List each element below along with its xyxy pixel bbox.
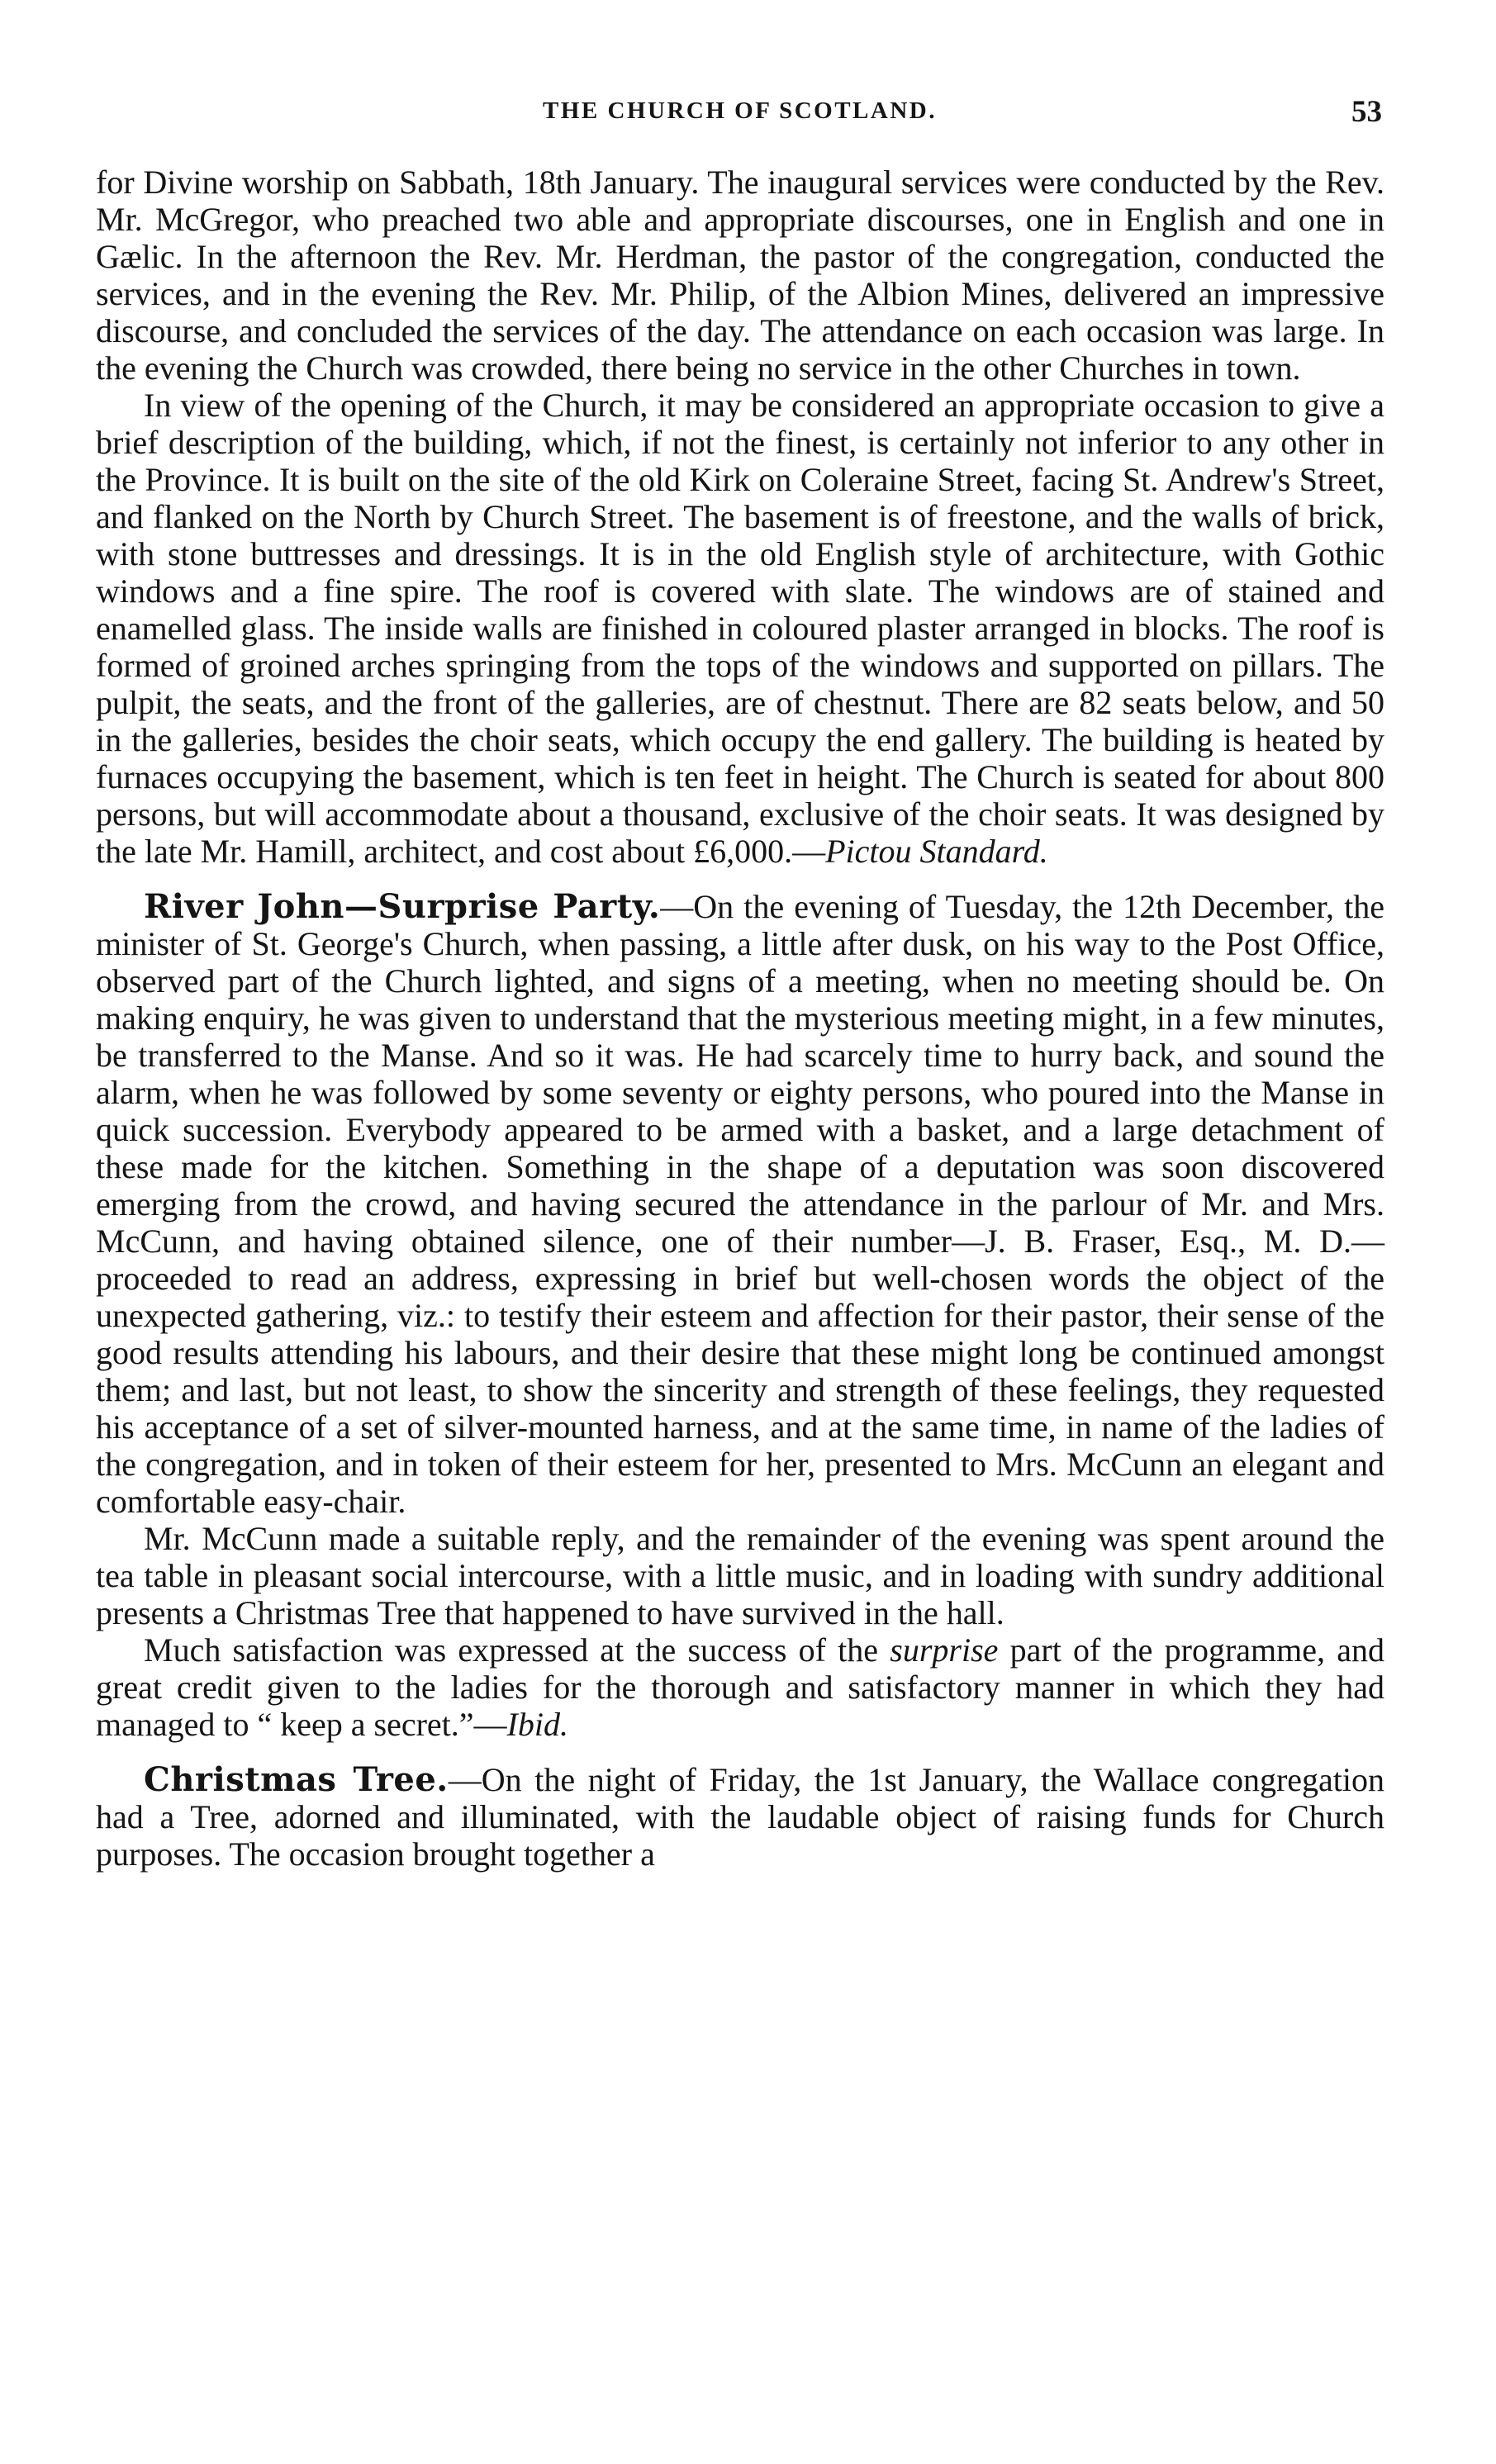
section-heading: River John—Surprise Party. (144, 887, 661, 926)
paragraph-text: —On the evening of Tuesday, the 12th December, the minister of St. George's Church, when passing, a little after dusk, on his way to the Post Office, observed part of the Church lighted, and signs of a meeting, when no meeting should be. On making enquiry, he was given to understand that the mysterious meeting might, in a few minutes, be transferred to the Manse. And so it was. He had scarcely time to hurry back, and sound the alarm, when he was followed by some seventy or eighty persons, who poured into the Manse in quick succession. Everybody appeared to be armed with a basket, and a large detachment of these made for the kitchen. Something in the shape of a deputation was soon discovered emerging from the crowd, and having secured the attendance in the parlour of Mr. and Mrs. McCunn, and having obtained silence, one of their number—J. B. Fraser, Esq., M. D.—proceeded to read an address, expressing in brief but well-chosen words the object of the unexpected gathering, viz.: to testify their esteem and affection for their pastor, their sense of the good results attending his labours, and their desire that these might long be continued amongst them; and last, but not least, to show the sincerity and strength of these feelings, they requested his acceptance of a set of silver-mounted harness, and at the same time, in name of the ladies of the congregation, and in token of their esteem for her, presented to Mrs. McCunn an elegant and comfortable easy-chair. (96, 888, 1385, 1520)
page-number: 53 (1351, 95, 1382, 129)
running-title: THE CHURCH OF SCOTLAND. (543, 97, 937, 124)
section-heading: Christmas Tree. (144, 1760, 449, 1799)
paragraph-building-description (96, 387, 1384, 870)
paragraph-text: Mr. McCunn made a suitable reply, and the remainder of the evening was spent around the tea table in pleasant social intercourse, with a little music, and in loading with sundry additional presents a Christmas Tree that happened to have survived in the hall. (96, 1520, 1384, 1631)
running-head (97, 97, 1382, 137)
paragraph-text: Much satisfaction was expressed at the success of the (144, 1631, 890, 1669)
source-citation: Pictou Standard. (825, 833, 1048, 870)
paragraph-reply (96, 1520, 1384, 1631)
paragraph-river-john (96, 888, 1384, 1520)
paragraph-text: In view of the opening of the Church, it may be considered an appropriate occasion to give a brief description of the building, which, if not the finest, is certainly not inferior to any other in the Province. It is built on the site of the old Kirk on Coleraine Street, facing St. Andrew's Street, and flanked on the North by Church Street. The basement is of freestone, and the walls of brick, with stone buttresses and dressings. It is in the old English style of architecture, with Gothic windows and a fine spire. The roof is covered with slate. The windows are of stained and enamelled glass. The inside walls are finished in coloured plaster arranged in blocks. The roof is formed of groined arches springing from the tops of the windows and supported on pillars. The pulpit, the seats, and the front of the galleries, are of chestnut. There are 82 seats below, and 50 in the galleries, besides the choir seats, which occupy the end gallery. The building is heated by furnaces occupying the basement, which is ten feet in height. The Church is seated for about 800 persons, but will accommodate about a thousand, exclusive of the choir seats. It was designed by the late Mr. Hamill, architect, and cost about £6,000.— (96, 387, 1384, 870)
paragraph-inauguration (96, 164, 1384, 387)
emphasized-word: surprise (890, 1631, 999, 1669)
paragraph-text: for Divine worship on Sabbath, 18th January. The inaugural services were conducted by the Rev. Mr. McGregor, who preached two able and appropriate discourses, one in English and one in Gælic. In the afternoon the Rev. Mr. Herdman, the pastor of the congregation, conducted the services, and in the evening the Rev. Mr. Philip, of the Albion Mines, delivered an impressive discourse, and concluded the services of the day. The attendance on each occasion was large. In the evening the Church was crowded, there being no service in the other Churches in town. (96, 164, 1384, 387)
paragraph-text: part of the programme, and great credit given to the ladies for the thorough and satisfactory manner in which they had managed to “ keep a secret.”— (96, 1631, 1384, 1743)
paragraph-christmas-tree (96, 1761, 1384, 1873)
article-body (96, 164, 1384, 1873)
source-citation: Ibid. (506, 1706, 568, 1743)
paragraph-satisfaction (96, 1631, 1384, 1743)
paragraph-text: —On the night of Friday, the 1st January, the Wallace congregation had a Tree, adorned and illuminated, with the laudable object of raising funds for Church purposes. The occasion brought together a (96, 1761, 1384, 1873)
